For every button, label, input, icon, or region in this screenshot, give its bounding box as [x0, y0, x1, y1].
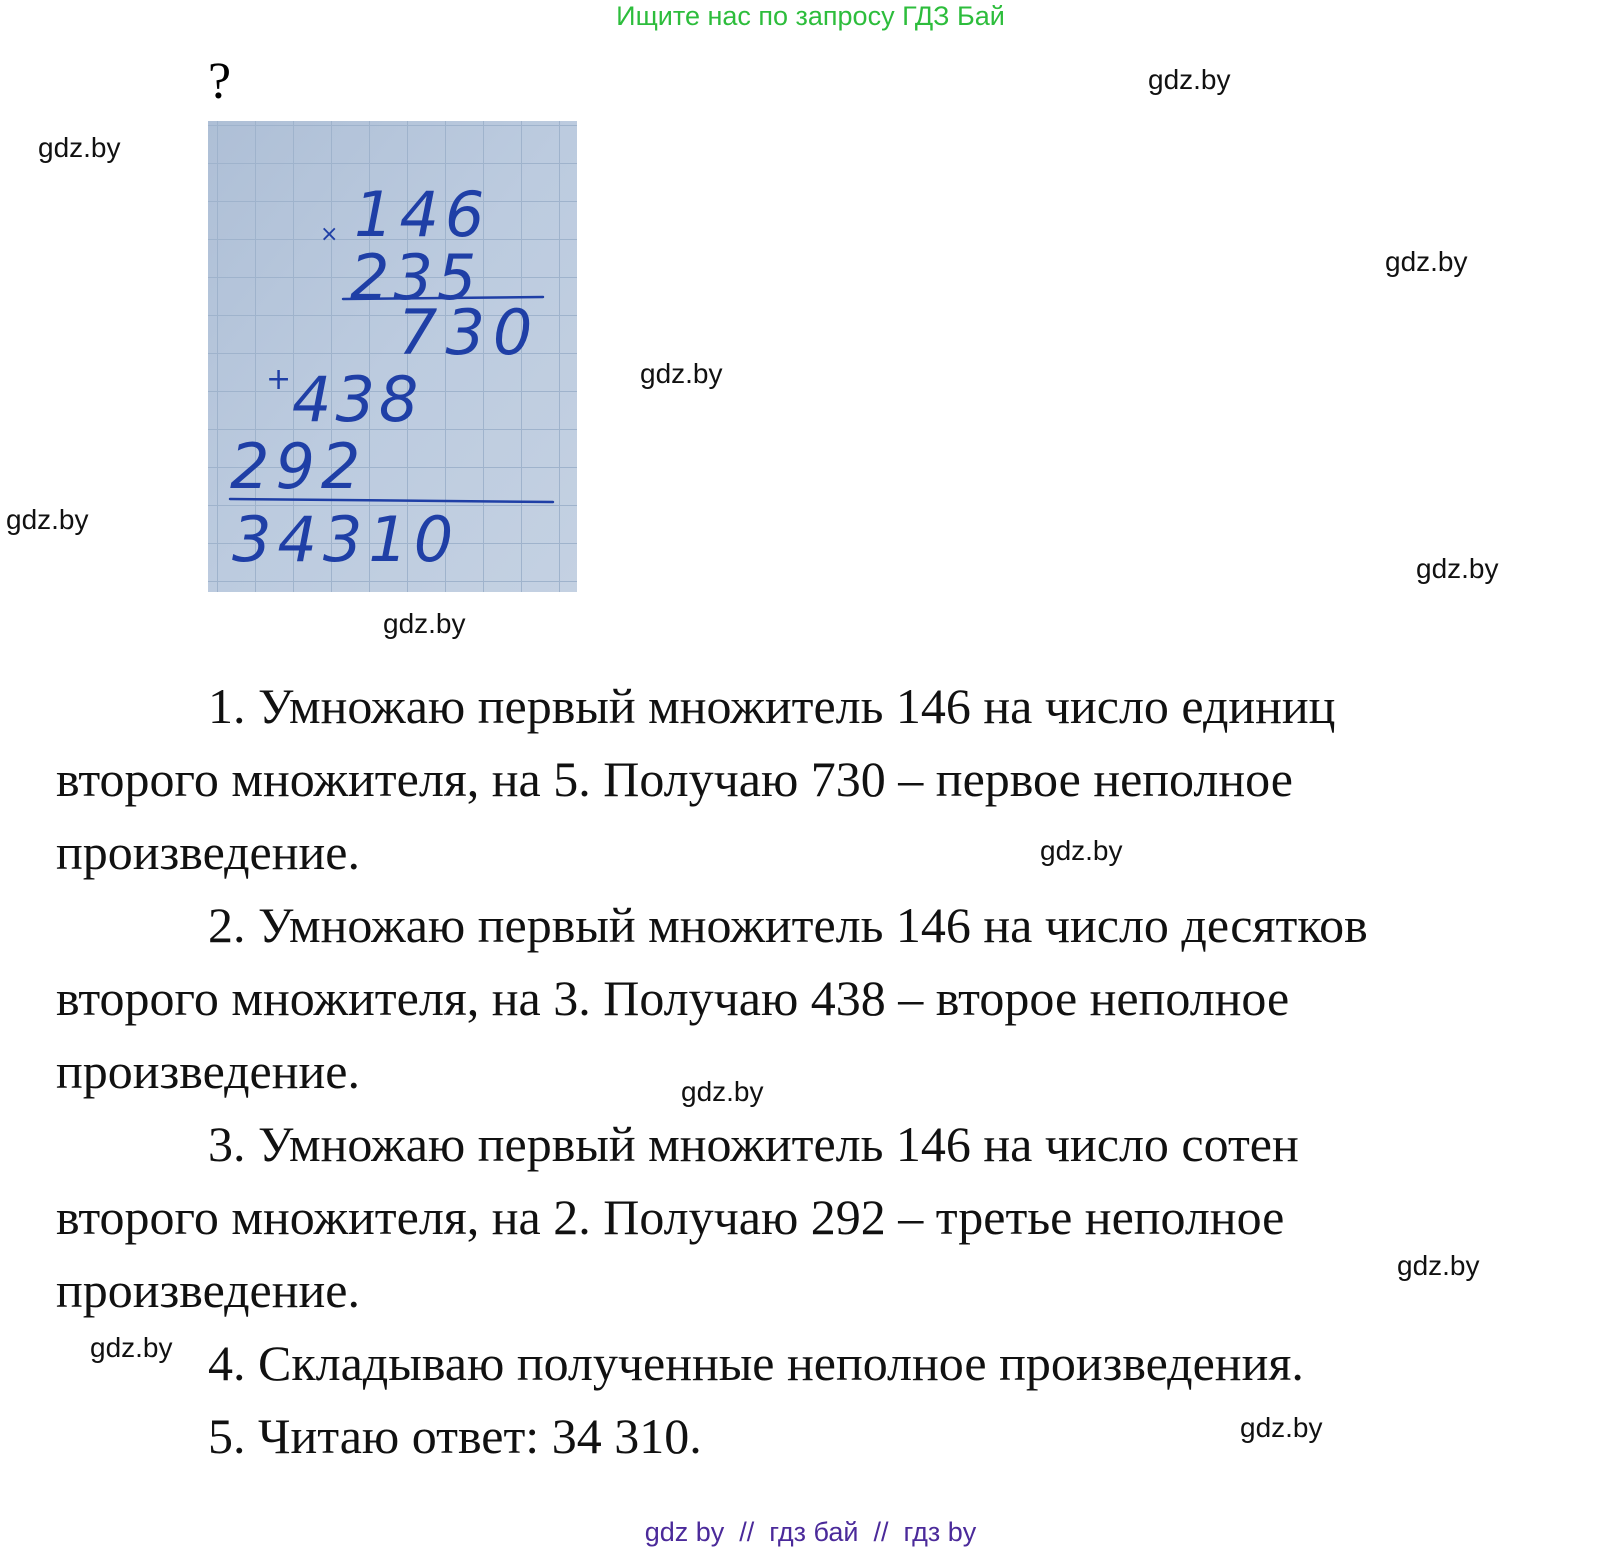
watermark: gdz.by [1385, 246, 1468, 277]
watermark: gdz.by [1040, 835, 1123, 866]
digit-line: 292 [230, 430, 367, 503]
watermark: gdz.by [38, 132, 121, 163]
step-4: 4. Складываю полученные неполное произведения. [208, 1335, 1304, 1391]
digit-line: 438 [292, 363, 423, 436]
watermark: gdz.by [1416, 553, 1499, 584]
watermark: gdz.by [681, 1076, 764, 1107]
watermark: gdz.by [90, 1332, 173, 1363]
watermark: gdz.by [6, 504, 89, 535]
watermark: gdz.by [1397, 1250, 1480, 1281]
step-3-line-3: произведение. [56, 1262, 360, 1318]
digit-line: 235 [350, 241, 481, 314]
top-banner: Ищите нас по запросу ГДЗ Бай [616, 1, 1005, 31]
footer-links: gdz by // гдз бай // гдз by [644, 1517, 977, 1547]
step-1-line-3: произведение. [56, 824, 360, 880]
step-5: 5. Читаю ответ: 34 310. [208, 1408, 702, 1464]
digit-line: 730 [398, 296, 541, 369]
step-1-line-1: 1. Умножаю первый множитель 146 на число единиц [208, 678, 1336, 734]
step-3-line-1: 3. Умножаю первый множитель 146 на число сотен [208, 1116, 1299, 1172]
step-3-line-2: второго множителя, на 2. Получаю 292 – третье неполное [56, 1189, 1285, 1245]
watermark: gdz.by [1240, 1412, 1323, 1443]
question-mark: ? [208, 53, 232, 110]
watermark: gdz.by [383, 608, 466, 639]
step-2-line-2: второго множителя, на 3. Получаю 438 – второе неполное [56, 970, 1290, 1026]
watermark: gdz.by [640, 358, 723, 389]
digit-line: × [320, 222, 339, 247]
digit-line: 146 [354, 178, 491, 251]
step-2-line-1: 2. Умножаю первый множитель 146 на число десятков [208, 897, 1368, 953]
handwritten-calculation-photo [208, 121, 577, 592]
step-2-line-3: произведение. [56, 1043, 360, 1099]
step-1-line-2: второго множителя, на 5. Получаю 730 – первое неполное [56, 751, 1293, 807]
digit-line: + [266, 362, 292, 397]
watermark: gdz.by [1148, 64, 1231, 95]
digit-line: 34310 [232, 503, 460, 576]
